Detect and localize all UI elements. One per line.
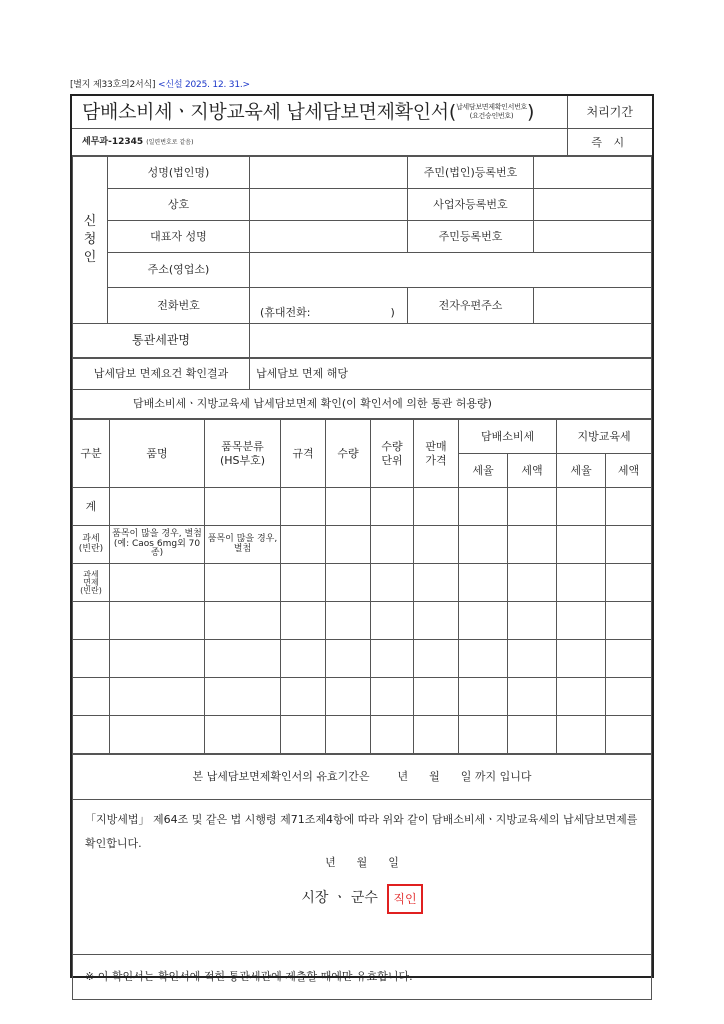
registration-number-label: 주민(법인)등록번호 [408,157,534,189]
footer-note: ※ 이 확인서는 확인서에 적힌 통관세관에 제출할 때에만 유효합니다. [73,955,652,1000]
table-row [73,716,652,754]
statement-text: 「지방세법」 제64조 및 같은 법 시행령 제71조제4항에 따라 위와 같이 담배소비세ㆍ지방교육세의 납세담보면제를 확인합니다. [85,813,638,851]
goods-table [72,419,652,754]
business-number-label: 사업자등록번호 [408,189,534,221]
name-label: 성명(법인명) [108,157,250,189]
registration-number-field[interactable] [534,157,652,189]
row-taxable-label: 과세 (빈란) [73,526,110,564]
official-seal: 직인 [387,884,422,914]
result-value: 납세담보 면제 해당 [250,359,652,390]
col-amount-1: 세액 [508,454,557,488]
table-row [73,640,652,678]
col-education-tax: 지방교육세 [557,420,652,454]
representative-label: 대표자 성명 [108,221,250,253]
col-name: 품명 [110,420,205,488]
validity-text: 본 납세담보면제확인서의 유효기간은 년 월 일 까지 입니다 [73,755,652,800]
form-number: [별지 제33호의2서식] [70,80,156,90]
resident-number-field[interactable] [534,221,652,253]
col-hs: 품목분류 (HS부호) [205,420,281,488]
col-unit: 수량 단위 [371,420,414,488]
phone-label: 전화번호 [108,288,250,324]
representative-field[interactable] [250,221,408,253]
col-spec: 규격 [281,420,326,488]
col-type: 구분 [73,420,110,488]
row-taxable-name: 품목이 많을 경우, 별첨(예: Caos 6mg외 70종) [110,526,205,564]
address-field[interactable] [250,253,652,288]
bottom-table [72,754,652,1000]
confirmation-form [70,94,654,984]
name-field[interactable] [250,157,408,189]
customs-field[interactable] [250,324,652,358]
trade-name-field[interactable] [250,189,408,221]
row-exempt-label: 과세 면제 (빈란) [73,564,110,602]
goods-section-title: 담배소비세ㆍ지방교육세 납세담보면제 확인(이 확인서에 의한 통관 허용량) [73,390,652,419]
business-number-field[interactable] [534,189,652,221]
col-tobacco-tax: 담배소비세 [459,420,557,454]
trade-name-label: 상호 [108,189,250,221]
form-title: 담배소비세ㆍ지방교육세 납세담보면제확인서(납세담보면제확인서번호 (요건승인번호) ) [72,96,567,129]
email-label: 전자우편주소 [408,288,534,324]
signer-block [85,884,639,914]
col-rate-2: 세율 [557,454,606,488]
result-label: 납세담보 면제요건 확인결과 [73,359,250,390]
col-qty: 수량 [326,420,371,488]
phone-field[interactable]: (휴대전화: ) [250,288,408,324]
form-header [72,96,652,156]
table-row [73,602,652,640]
table-row [73,678,652,716]
applicant-table [72,156,652,358]
form-number-note [70,77,250,90]
statement-date: 년 월 일 [325,856,399,870]
document-number: 세무과-12345 (일련번호로 같음) [72,129,567,156]
processing-period-value: 즉 시 [567,129,652,156]
row-taxable-hs: 품목이 많을 경우, 별첨 [205,526,281,564]
statement-block [73,800,652,955]
customs-label: 통관세관명 [73,324,250,358]
resident-number-label: 주민등록번호 [408,221,534,253]
row-total-label: 계 [73,488,110,526]
revision-note: <신설 2025. 12. 31.> [158,80,250,90]
applicant-label: 신 청 인 [73,157,108,324]
col-price: 판매 가격 [414,420,459,488]
result-table [72,358,652,419]
col-rate-1: 세율 [459,454,508,488]
address-label: 주소(영업소) [108,253,250,288]
col-amount-2: 세액 [606,454,652,488]
processing-period-label: 처리기간 [567,96,652,129]
signer: 시장 ㆍ 군수 [301,889,378,906]
email-field[interactable] [534,288,652,324]
